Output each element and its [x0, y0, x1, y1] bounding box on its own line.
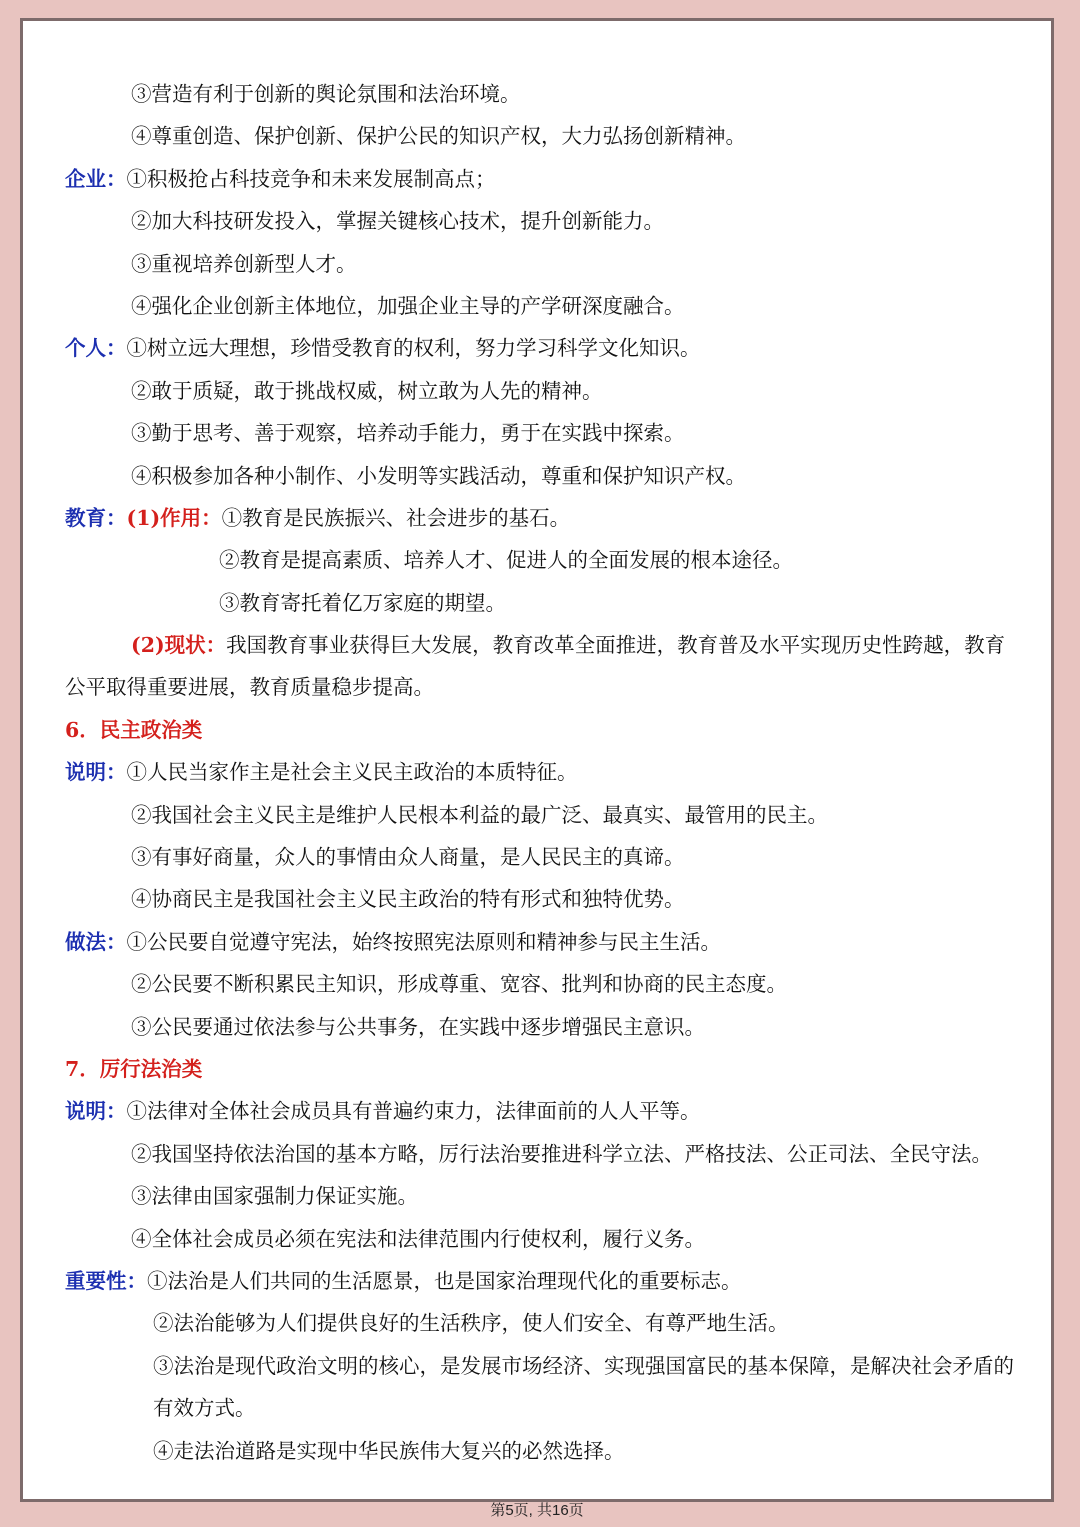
line-text: ①公民要自觉遵守宪法，始终按照宪法原则和精神参与民主生活。	[126, 929, 721, 954]
line-text: ①教育是民族振兴、社会进步的基石。	[221, 505, 571, 530]
text-line: ②我国坚持依法治国的基本方略，厉行法治要推进科学立法、严格技法、公正司法、全民守法。	[131, 1141, 992, 1166]
text-line: ②教育是提高素质、培养人才、促进人的全面发展的根本途径。	[219, 548, 793, 573]
text-line: ③法律由国家强制力保证实施。	[131, 1184, 418, 1209]
section-heading: 7．厉行法治类	[65, 1057, 203, 1082]
text-line: ②公民要不断积累民主知识，形成尊重、宽容、批判和协商的民主态度。	[131, 972, 787, 997]
text-line: ③勤于思考、善于观察，培养动手能力，勇于在实践中探索。	[131, 421, 685, 446]
section-label: 教育：	[65, 505, 127, 530]
sub-label: (1)作用：	[126, 505, 222, 530]
text-line: ②法治能够为人们提供良好的生活秩序，使人们安全、有尊严地生活。	[153, 1311, 789, 1336]
text-line: ④全体社会成员必须在宪法和法律范围内行使权利，履行义务。	[131, 1226, 705, 1251]
line-text: ①法律对全体社会成员具有普遍约束力，法律面前的人人平等。	[126, 1099, 701, 1124]
text-line	[65, 327, 1023, 369]
text-line: ②敢于质疑，敢于挑战权威，树立敢为人先的精神。	[131, 378, 603, 403]
section-heading: 6．民主政治类	[65, 717, 203, 742]
section-label: 做法：	[65, 929, 127, 954]
text-line	[65, 158, 1023, 200]
line-text: 我国教育事业获得巨大发展，教育改革全面推进，教育普及水平实现历史性跨越，教育公平取得重要进展，教育质量稳步提高。	[65, 633, 1006, 700]
section-label: 企业：	[65, 166, 127, 191]
text-line: ②加大科技研发投入，掌握关键核心技术，提升创新能力。	[131, 209, 664, 234]
page	[20, 18, 1054, 1519]
text-paragraph: ③法治是现代政治文明的核心，是发展市场经济、实现强国富民的基本保障，是解决社会矛盾的有效方式。	[153, 1353, 1014, 1421]
text-line: ③有事好商量，众人的事情由众人商量，是人民民主的真谛。	[131, 845, 685, 870]
section-label: 说明：	[65, 760, 127, 785]
text-line	[65, 751, 1023, 793]
line-text: ①法治是人们共同的生活愿景，也是国家治理现代化的重要标志。	[147, 1268, 742, 1293]
text-line: ④尊重创造、保护创新、保护公民的知识产权，大力弘扬创新精神。	[131, 124, 746, 149]
section-label: 个人：	[65, 336, 127, 361]
document-body	[65, 73, 1023, 1472]
text-line: ④积极参加各种小制作、小发明等实践活动，尊重和保护知识产权。	[131, 463, 746, 488]
text-line: ③重视培养创新型人才。	[131, 251, 357, 276]
text-line: ③公民要通过依法参与公共事务，在实践中逐步增强民主意识。	[131, 1014, 705, 1039]
line-text: ①树立远大理想，珍惜受教育的权利，努力学习科学文化知识。	[126, 336, 701, 361]
section-label: 说明：	[65, 1099, 127, 1124]
sub-label: (2)现状：	[131, 633, 227, 658]
text-line: ④协商民主是我国社会主义民主政治的特有形式和独特优势。	[131, 887, 685, 912]
text-line: ④走法治道路是实现中华民族伟大复兴的必然选择。	[153, 1438, 625, 1463]
line-text: ①人民当家作主是社会主义民主政治的本质特征。	[126, 760, 578, 785]
text-line	[65, 1260, 1023, 1302]
text-paragraph	[65, 624, 1023, 709]
text-line: ③教育寄托着亿万家庭的期望。	[219, 590, 506, 615]
page-number: 第5页, 共16页	[490, 1502, 584, 1519]
text-line	[65, 921, 1023, 963]
section-label: 重要性：	[65, 1268, 147, 1293]
line-text: ①积极抢占科技竞争和未来发展制高点；	[126, 166, 496, 191]
text-line	[65, 1090, 1023, 1132]
text-line	[65, 497, 1023, 539]
text-line: ②我国社会主义民主是维护人民根本利益的最广泛、最真实、最管用的民主。	[131, 802, 828, 827]
text-line: ③营造有利于创新的舆论氛围和法治环境。	[131, 82, 521, 106]
text-line: ④强化企业创新主体地位，加强企业主导的产学研深度融合。	[131, 293, 685, 318]
